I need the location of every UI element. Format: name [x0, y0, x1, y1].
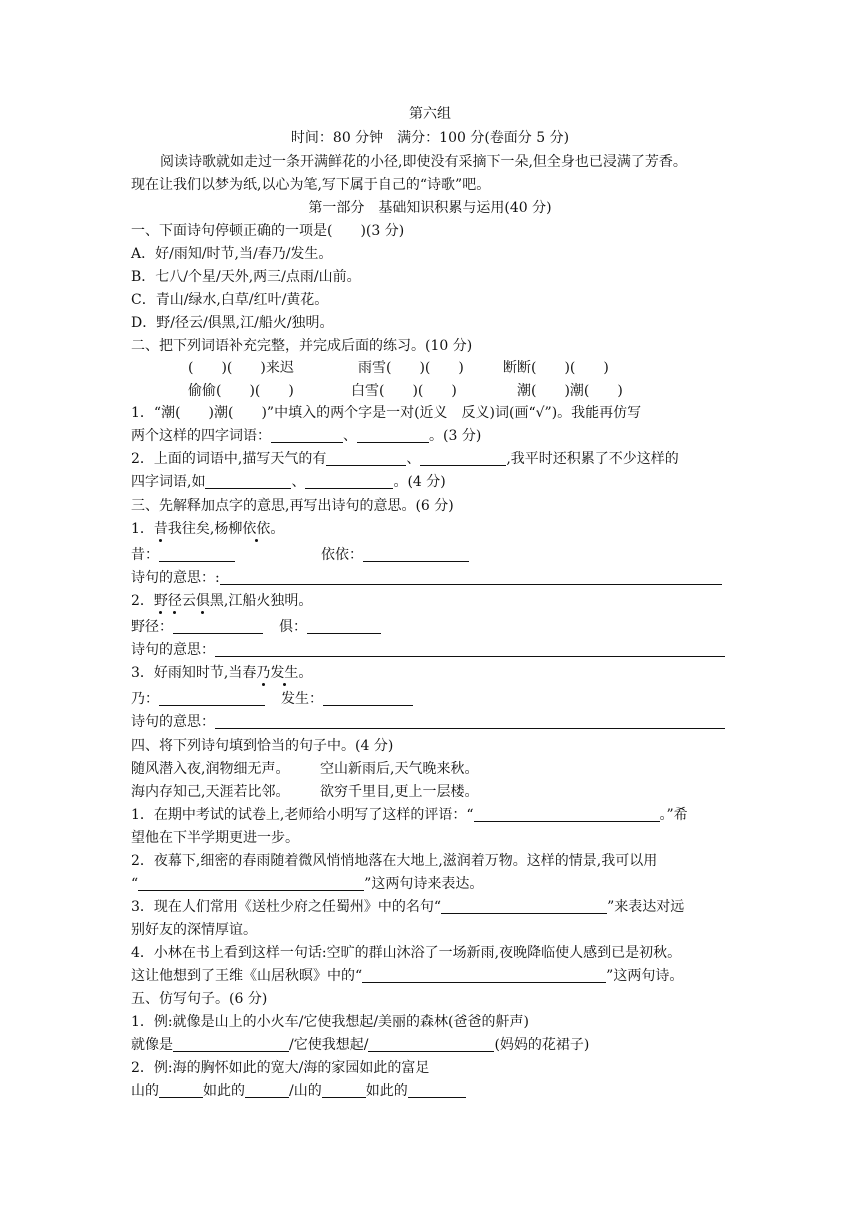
q3-p1-meaning-label: 诗句的意思：:: [131, 570, 220, 586]
q2-word-2: 雨雪( )( ): [358, 360, 464, 376]
q4-sub4-suffix: ”这两句诗。: [606, 968, 684, 984]
q3-p1-label-2: 依依：: [321, 547, 363, 563]
q3-p3-end: 。: [298, 665, 313, 681]
intro-line-2: 现在让我们以梦为纸,以心为笔,写下属于自己的“诗歌”吧。: [131, 177, 491, 193]
q2-word-6: 潮( )潮( ): [517, 383, 623, 399]
q4-sub1-line2: 望他在下半学期更进一步。: [131, 830, 299, 846]
q3-p2-meaning-label: 诗句的意思：: [131, 642, 215, 658]
q2-sub2-sep-2: 、: [291, 474, 306, 490]
q3-p1-meaning-row: [131, 568, 722, 588]
q4-sub1-prefix: 1．在期中考试的试卷上,老师给小明写了这样的评语：“: [131, 807, 474, 823]
q4-sub4-line2: [131, 966, 683, 986]
q4-sub3-blank[interactable]: [441, 898, 607, 914]
q3-p1-end: 。: [270, 521, 285, 537]
q2-sub1-sep: 、: [343, 428, 357, 444]
q2-heading: 二、把下列词语补充完整，并完成后面的练习。(10 分): [131, 338, 473, 354]
q3-p1-num: 1．: [131, 521, 154, 537]
q4-sub1-line1: [131, 805, 688, 825]
q2-sub2-end: 。(4 分): [393, 474, 446, 490]
q5-a2-part-2: 如此的: [203, 1083, 245, 1099]
q2-sub2-prefix: 2．上面的词语中,描写天气的有: [131, 451, 327, 467]
q2-sub2-mid: ,我平时还积累了不少这样的: [506, 451, 679, 467]
q5-a2-part-4: 如此的: [365, 1083, 408, 1099]
q3-p2-answer-row: [131, 617, 381, 637]
q5-a2-blank-1[interactable]: [159, 1082, 203, 1098]
q4-sub3-line1: [131, 897, 684, 917]
q3-p2-label-1: 野径：: [131, 619, 173, 635]
q1-option-c: C．青山/绿水,白草/红叶/黄花。: [131, 292, 329, 308]
q5-a2-part-3: /山的: [289, 1083, 322, 1099]
q3-p3-meaning-label: 诗句的意思：: [131, 714, 215, 730]
q5-a2-part-1: 山的: [131, 1083, 159, 1099]
q3-p2-num: 2．: [131, 593, 154, 609]
part-heading: 第一部分 基础知识积累与运用(40 分): [308, 200, 552, 216]
q3-p3-blank-2[interactable]: [323, 690, 413, 706]
q3-p1-dotted-2: 依依: [242, 521, 271, 537]
q2-sub2-line2: [131, 472, 446, 492]
q3-p3-answer-row: [131, 689, 413, 709]
q3-p3-label-2: 发生：: [281, 691, 323, 707]
q2-sub1-blank-2[interactable]: [357, 427, 429, 443]
q3-p2-blank-2[interactable]: [307, 618, 381, 634]
q5-a2-blank-2[interactable]: [245, 1082, 289, 1098]
q3-poem-3: [131, 663, 312, 683]
q5-heading: 五、仿写句子。(6 分): [131, 991, 268, 1007]
q2-sub2-prefix-2: 四字词语,如: [131, 474, 206, 490]
q4-sub3-suffix: ”来表达对远: [607, 899, 685, 915]
q2-sub1-blank-1[interactable]: [271, 427, 343, 443]
q5-answer-1: [131, 1035, 589, 1055]
q3-p3-text: 好雨知时节,当春: [153, 665, 257, 681]
q3-p1-blank-2[interactable]: [363, 546, 469, 562]
q3-poem-2: [131, 591, 312, 611]
q2-word-1: ( )( )来迟: [188, 360, 294, 376]
q5-a1-blank-1[interactable]: [173, 1036, 289, 1052]
q3-p3-meaning-row: [131, 712, 725, 732]
q5-a1-prefix: 就像是: [131, 1037, 173, 1053]
q3-p2-meaning-blank[interactable]: [215, 641, 725, 657]
q4-poem-3: 海内存知己,天涯若比邻。: [131, 784, 290, 800]
q2-sub2-blank-3[interactable]: [205, 473, 291, 489]
q2-sub2-line1: [131, 449, 679, 469]
q3-p1-label-1: 昔：: [131, 547, 159, 563]
q4-sub2-suffix: ”这两句诗来表达。: [364, 876, 484, 892]
q4-poem-1: 随风潜入夜,润物细无声。: [131, 761, 290, 777]
q3-p3-label-1: 乃：: [131, 691, 159, 707]
q4-sub1-suffix: 。”希: [659, 807, 688, 823]
q1-option-b: B．七八/个星/天外,两三/点雨/山前。: [131, 269, 361, 285]
q3-p1-meaning-blank[interactable]: [220, 569, 722, 585]
q5-example-1: 1．例:就像是山上的小火车/它使我想起/美丽的森林(爸爸的鼾声): [131, 1014, 529, 1030]
q2-sub1-prefix: 两个这样的四字词语：: [131, 428, 271, 444]
q3-p2-dotted-1: 野: [153, 593, 168, 609]
q3-p1-answer-row: [131, 545, 235, 565]
q4-sub4-line1: 4．小林在书上看到这样一句话:空旷的群山沐浴了一场新雨,夜晚降临使人感到已是初秋。: [131, 945, 682, 961]
q3-heading: 三、先解释加点字的意思,再写出诗句的意思。(6 分): [131, 498, 454, 514]
q2-sub1-line1: 1．“潮( )潮( )”中填入的两个字是一对(近义 反义)词(画“√”)。我能再仿写: [131, 405, 642, 421]
q5-a1-suffix: (妈妈的花裙子): [494, 1037, 590, 1053]
q5-a1-mid: /它使我想起/: [289, 1037, 369, 1053]
q1-option-a: A．好/雨知/时节,当/春乃/发生。: [131, 246, 333, 262]
q2-word-4: 偷偷( )( ): [188, 383, 294, 399]
q1-option-d: D．野/径云/俱黑,江/船火/独明。: [131, 315, 334, 331]
q3-p2-dotted-3: 俱: [195, 593, 210, 609]
q4-poem-4: 欲穷千里目,更上一层楼。: [320, 784, 479, 800]
q4-sub2-blank[interactable]: [138, 875, 364, 891]
page-title: 第六组: [409, 106, 451, 122]
q3-p3-dotted-1: 乃: [256, 665, 271, 681]
q2-sub2-blank-1[interactable]: [326, 450, 406, 466]
q4-sub1-blank[interactable]: [474, 806, 660, 822]
q3-p1-dotted-1: 昔: [153, 521, 168, 537]
q3-p2-label-2: 俱：: [279, 619, 307, 635]
q3-p2-blank-1[interactable]: [173, 618, 263, 634]
q5-a2-blank-4[interactable]: [408, 1082, 466, 1098]
q2-sub1-end: 。(3 分): [429, 428, 482, 444]
q2-sub1-line2: [131, 426, 481, 446]
q3-p2-text-2: 黑,江船火独明。: [209, 593, 313, 609]
q4-sub4-prefix: 这让他想到了王维《山居秋暝》中的“: [131, 968, 363, 984]
intro-line-1: 阅读诗歌就如走过一条开满鲜花的小径,即使没有采摘下一朵,但全身也已浸满了芳香。: [160, 154, 687, 170]
q4-sub3-prefix: 3．现在人们常用《送杜少府之任蜀州》中的名句“: [131, 899, 442, 915]
q4-poem-2: 空山新雨后,天气晚来秋。: [320, 761, 479, 777]
q3-poem-1: [131, 519, 284, 539]
q4-sub4-blank[interactable]: [362, 967, 606, 983]
q1-heading: 一、下面诗句停顿正确的一项是( )(3 分): [131, 223, 405, 239]
q5-answer-2: [131, 1081, 466, 1101]
q3-p3-dotted-2: 发生: [270, 665, 299, 681]
q3-p1-text: 我往矣,杨柳: [167, 521, 243, 537]
q3-p3-blank-1[interactable]: [159, 690, 265, 706]
q4-heading: 四、将下列诗句填到恰当的句子中。(4 分): [131, 738, 394, 754]
q4-sub2-line2: [131, 874, 483, 894]
q3-p1-blank-1[interactable]: [159, 546, 235, 562]
q3-p1-answer-row-2: [321, 545, 469, 565]
time-line: 时间：80 分钟 满分：100 分(卷面分 5 分): [290, 130, 570, 146]
q4-sub2-line1: 2．夜幕下,细密的春雨随着微风悄悄地落在大地上,滋润着万物。这样的情景,我可以用: [131, 853, 658, 869]
q3-p3-num: 3．: [131, 665, 154, 681]
q3-p3-meaning-blank[interactable]: [215, 713, 725, 729]
q5-example-2: 2．例:海的胸怀如此的宽大/海的家园如此的富足: [131, 1060, 430, 1076]
q4-sub3-line2: 别好友的深情厚谊。: [131, 922, 257, 938]
q3-p2-text-1: 云: [181, 593, 196, 609]
q2-sub2-blank-2[interactable]: [420, 450, 506, 466]
q3-p2-meaning-row: [131, 640, 725, 660]
q2-word-5: 白雪( )( ): [351, 383, 457, 399]
q2-sub2-sep: 、: [406, 451, 421, 467]
q2-sub2-blank-4[interactable]: [305, 473, 393, 489]
q2-word-3: 断断( )( ): [503, 360, 609, 376]
q5-a2-blank-3[interactable]: [322, 1082, 366, 1098]
q3-p2-dotted-2: 径: [167, 593, 182, 609]
q5-a1-blank-2[interactable]: [368, 1036, 494, 1052]
q4-sub2-open-quote: “: [131, 876, 139, 892]
